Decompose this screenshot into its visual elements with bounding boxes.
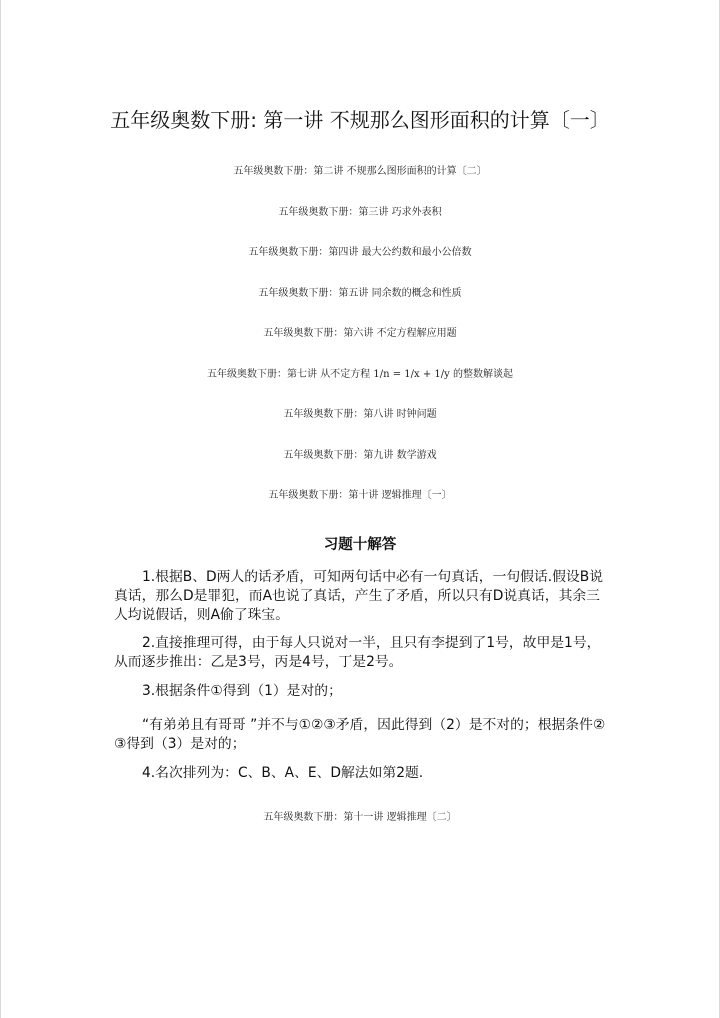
answer-paragraph-4: 4.名次排列为：C、B、A、E、D解法如第2题. <box>142 765 424 781</box>
section-heading: 习题十解答 <box>323 537 397 553</box>
answer-paragraph-3: 3.根据条件①得到（1）是对的； <box>142 683 342 699</box>
answer-paragraph-1: 1.根据B、D两人的话矛盾，可知两句话中必有一句真话，一句假话.假设B说真话，那么D是罪犯，而A也说了真话，产生了矛盾，所以只有D说真话，其余三人均说假话，则A偷了珠宝。 <box>114 569 604 623</box>
toc-link-lecture-3[interactable]: 五年级奥数下册：第三讲 巧求外表积 <box>278 206 442 218</box>
toc-link-lecture-2[interactable]: 五年级奥数下册：第二讲 不规那么图形面积的计算〔二〕 <box>233 166 487 177</box>
toc-link-lecture-9[interactable]: 五年级奥数下册：第九讲 数学游戏 <box>283 449 437 461</box>
next-lecture-link[interactable]: 五年级奥数下册：第十一讲 逻辑推理〔二〕 <box>263 812 457 823</box>
toc-link-lecture-5[interactable]: 五年级奥数下册：第五讲 同余数的概念和性质 <box>258 287 462 299</box>
toc-link-lecture-7[interactable]: 五年级奥数下册：第七讲 从不定方程 1/n = 1/x + 1/y 的整数解谈起 <box>207 368 513 380</box>
toc-link-lecture-6[interactable]: 五年级奥数下册：第六讲 不定方程解应用题 <box>263 328 457 339</box>
toc-link-lecture-4[interactable]: 五年级奥数下册：第四讲 最大公约数和最小公倍数 <box>248 247 472 258</box>
answer-paragraph-2: 2.直接推理可得，由于每人只说对一半，且只有李提到了1号，故甲是1号，从而逐步推出：乙是3号，丙是4号，丁是2号。 <box>114 635 601 670</box>
answer-paragraph-3-continued: “有弟弟且有哥哥 ”并不与①②③矛盾，因此得到（2）是不对的；根据条件②③得到（3）是对的； <box>114 717 606 752</box>
page-title: 五年级奥数下册: 第一讲 不规那么图形面积的计算〔一〕 <box>110 108 610 132</box>
toc-link-lecture-8[interactable]: 五年级奥数下册：第八讲 时钟问题 <box>283 409 437 420</box>
table-of-contents <box>0 162 720 527</box>
toc-link-lecture-10[interactable]: 五年级奥数下册：第十讲 逻辑推理〔一〕 <box>268 490 452 501</box>
